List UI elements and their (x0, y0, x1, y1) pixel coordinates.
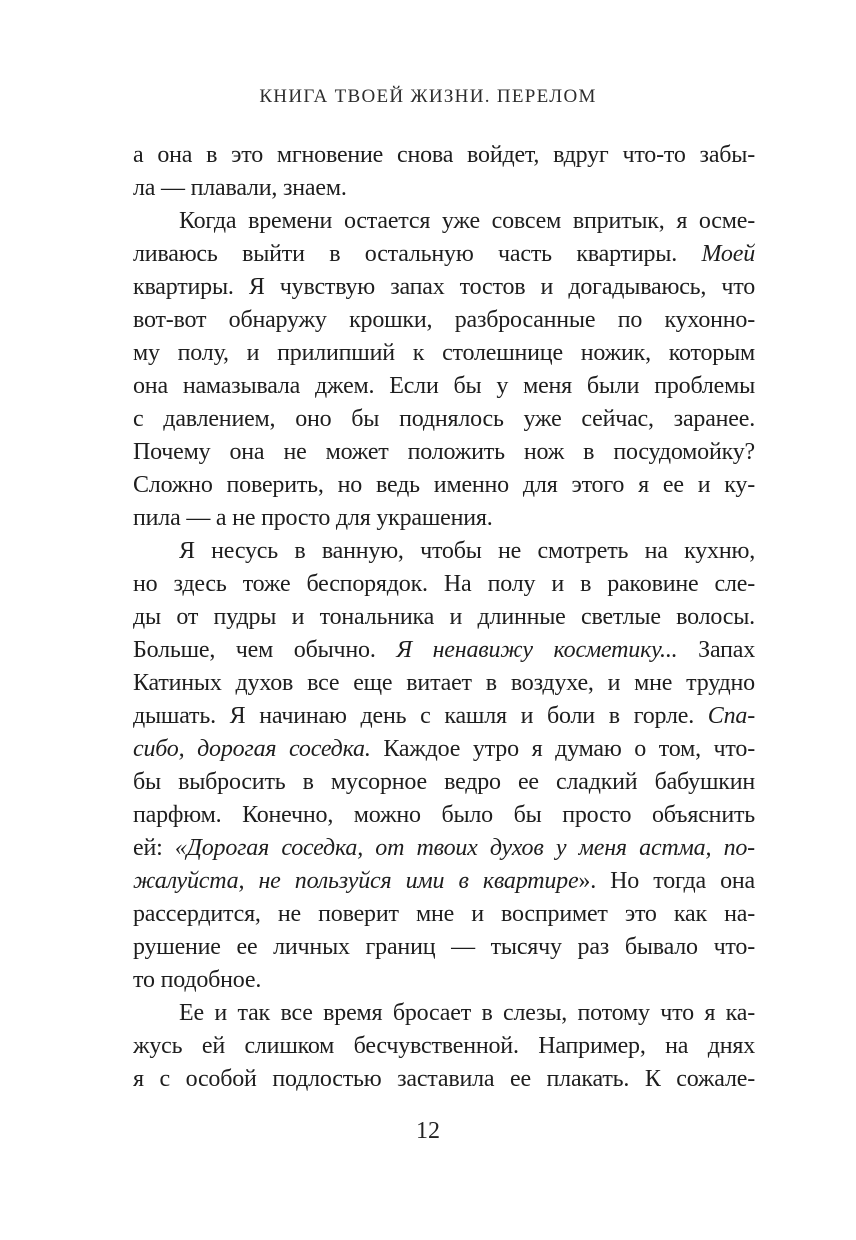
text-line (133, 370, 755, 403)
text-line (133, 139, 755, 172)
text-line (133, 271, 755, 304)
text-segment: му полу, и прилипший к столешнице ножик, которым (133, 340, 755, 366)
text-line (133, 832, 755, 865)
text-segment: Катиных духов все еще витает в воздухе, и мне трудно (133, 670, 755, 696)
text-line (133, 667, 755, 700)
text-line (133, 469, 755, 502)
text-segment: ливаюсь выйти в остальную часть квартиры. (133, 241, 702, 267)
text-line (133, 304, 755, 337)
text-segment: рушение ее личных границ — тысячу раз бывало что- (133, 934, 755, 960)
text-segment: Сложно поверить, но ведь именно для этого я ее и ку- (133, 472, 755, 498)
text-line (133, 766, 755, 799)
text-segment: ». Но тогда она (578, 868, 755, 894)
italic-text-segment: «Дорогая соседка, от твоих духов у меня астма, по- (174, 835, 755, 861)
text-segment: я с особой подлостью заставила ее плакать. К сожале- (133, 1066, 755, 1092)
text-line (133, 403, 755, 436)
text-segment: дышать. Я начинаю день с кашля и боли в горле. (133, 703, 708, 729)
text-segment: вот-вот обнаружу крошки, разбросанные по кухонно- (133, 307, 755, 333)
text-segment: Я несусь в ванную, чтобы не смотреть на кухню, (179, 538, 755, 564)
italic-text-segment: Я ненавижу косметику... (396, 637, 678, 663)
text-segment: квартиры. Я чувствую запах тостов и догадываюсь, что (133, 274, 755, 300)
text-segment: а она в это мгновение снова войдет, вдруг что-то забы- (133, 142, 755, 168)
text-segment: Больше, чем обычно. (133, 637, 397, 663)
text-segment: Когда времени остается уже совсем впритык, я осме- (179, 208, 755, 234)
text-line (133, 502, 755, 535)
text-line (133, 865, 755, 898)
text-segment: рассердится, не поверит мне и воспримет это как на- (133, 901, 755, 927)
text-segment: Каждое утро я думаю о том, что- (370, 736, 755, 762)
text-segment: Почему она не может положить нож в посудомойку? (133, 439, 755, 465)
italic-text-segment: Моей (701, 241, 755, 267)
text-line (133, 1030, 755, 1063)
text-line (133, 931, 755, 964)
italic-text-segment: Спа- (707, 703, 755, 729)
text-line (133, 172, 755, 205)
text-line (133, 568, 755, 601)
text-segment: пила — а не просто для украшения. (133, 505, 493, 531)
text-line (133, 601, 755, 634)
text-segment: парфюм. Конечно, можно было бы просто объяснить (133, 802, 755, 828)
text-segment: ды от пудры и тональника и длинные светлые волосы. (133, 604, 755, 630)
text-line (133, 733, 755, 766)
text-segment: Запах (677, 637, 755, 663)
text-segment: ла — плавали, знаем. (133, 175, 347, 201)
text-segment: с давлением, оно бы поднялось уже сейчас, заранее. (133, 406, 755, 432)
page-number: 12 (416, 1118, 440, 1144)
text-line (133, 436, 755, 469)
text-segment: она намазывала джем. Если бы у меня были проблемы (133, 373, 755, 399)
text-line (133, 634, 755, 667)
text-line (133, 964, 755, 997)
text-line (133, 337, 755, 370)
text-line (133, 700, 755, 733)
text-line (133, 997, 755, 1030)
text-segment: бы выбросить в мусорное ведро ее сладкий бабушкин (133, 769, 755, 795)
text-line (133, 238, 755, 271)
text-line (133, 799, 755, 832)
text-segment: Ее и так все время бросает в слезы, потому что я ка- (179, 1000, 755, 1026)
body-text (133, 139, 755, 1096)
italic-text-segment: жалуйста, не пользуйся ими в квартире (133, 868, 579, 894)
text-line (133, 1063, 755, 1096)
text-segment: ей: (133, 835, 175, 861)
text-segment: но здесь тоже беспорядок. На полу и в раковине сле- (133, 571, 755, 597)
text-line (133, 535, 755, 568)
text-line (133, 205, 755, 238)
italic-text-segment: сибо, дорогая соседка. (133, 736, 371, 762)
text-line (133, 898, 755, 931)
text-segment: то подобное. (133, 967, 262, 993)
text-segment: жусь ей слишком бесчувственной. Например, на днях (133, 1033, 755, 1059)
running-header: КНИГА ТВОЕЙ ЖИЗНИ. ПЕРЕЛОМ (259, 86, 597, 107)
